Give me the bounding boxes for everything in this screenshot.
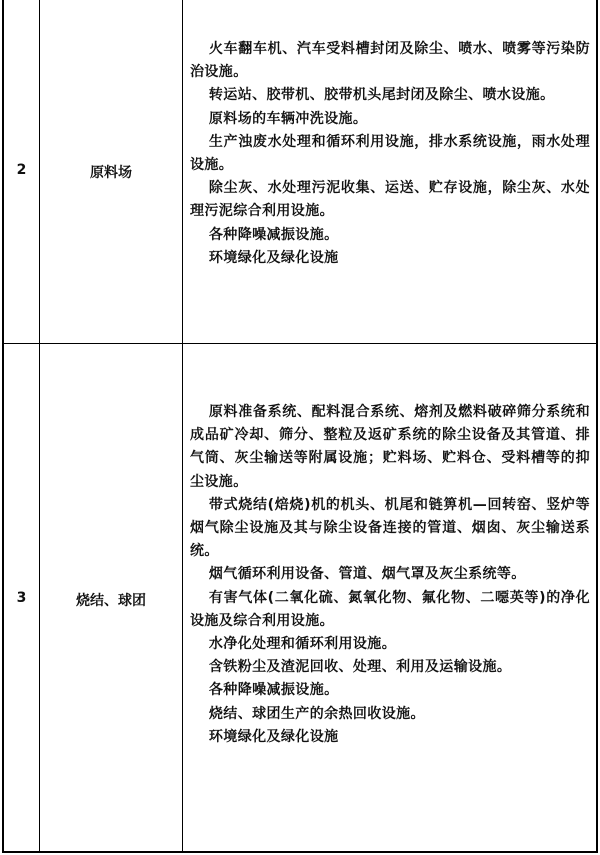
content-item: 水净化处理和循环利用设施。 [208, 636, 397, 653]
content-item: 带式烧结(焙烧)机的机头、机尾和链箅机—回转窑、竖炉等烟气除尘设施及其与除尘设备连接的管道、烟囱、灰尘输送系统。 [190, 496, 590, 560]
content-item: 含铁粉尘及渣泥回收、处理、利用及运输设施。 [208, 659, 512, 676]
row-divider [2, 343, 598, 344]
row-content [190, 401, 590, 749]
content-item: 环境绿化及绿化设施 [208, 728, 339, 745]
content-item: 生产浊废水处理和循环利用设施，排水系统设施，雨水处理设施。 [190, 133, 590, 174]
table-border-left [2, 0, 4, 852]
row-number: 3 [16, 590, 27, 606]
content-item: 除尘灰、水处理污泥收集、运送、贮存设施，除尘灰、水处理污泥综合利用设施。 [190, 180, 590, 220]
content-item: 原料准备系统、配料混合系统、熔剂及燃料破碎筛分系统和成品矿冷却、筛分、整粒及返矿系统的除尘设备及其管道、排气筒、灰尘输送等附属设施；贮料场、贮料仓、受料槽等的抑尘设施。 [190, 404, 590, 490]
row-name: 烧结、球团 [76, 593, 146, 609]
content-item: 各种降噪减振设施。 [208, 682, 339, 699]
column-divider-name [182, 0, 183, 852]
content-item: 原料场的车辆冲洗设施。 [208, 110, 368, 127]
table-border-bottom [2, 851, 598, 853]
row-name: 原料场 [90, 165, 132, 181]
row-content [190, 38, 590, 270]
content-item: 烧结、球团生产的余热回收设施。 [208, 705, 425, 722]
content-item: 环境绿化及绿化设施 [208, 249, 339, 266]
content-item: 火车翻车机、汽车受料槽封闭及除尘、喷水、喷雾等污染防治设施。 [190, 41, 590, 81]
content-item: 各种降噪减振设施。 [208, 226, 339, 243]
content-item: 有害气体(二氧化硫、氮氧化物、氟化物、二噁英等)的净化设施及综合利用设施。 [190, 589, 590, 629]
table-border-right [596, 0, 598, 852]
row-number: 2 [16, 162, 27, 178]
content-item: 烟气循环利用设备、管道、烟气罩及灰尘系统等。 [208, 566, 526, 583]
content-item: 转运站、胶带机、胶带机头尾封闭及除尘、喷水设施。 [208, 87, 555, 104]
column-divider-number [39, 0, 40, 852]
